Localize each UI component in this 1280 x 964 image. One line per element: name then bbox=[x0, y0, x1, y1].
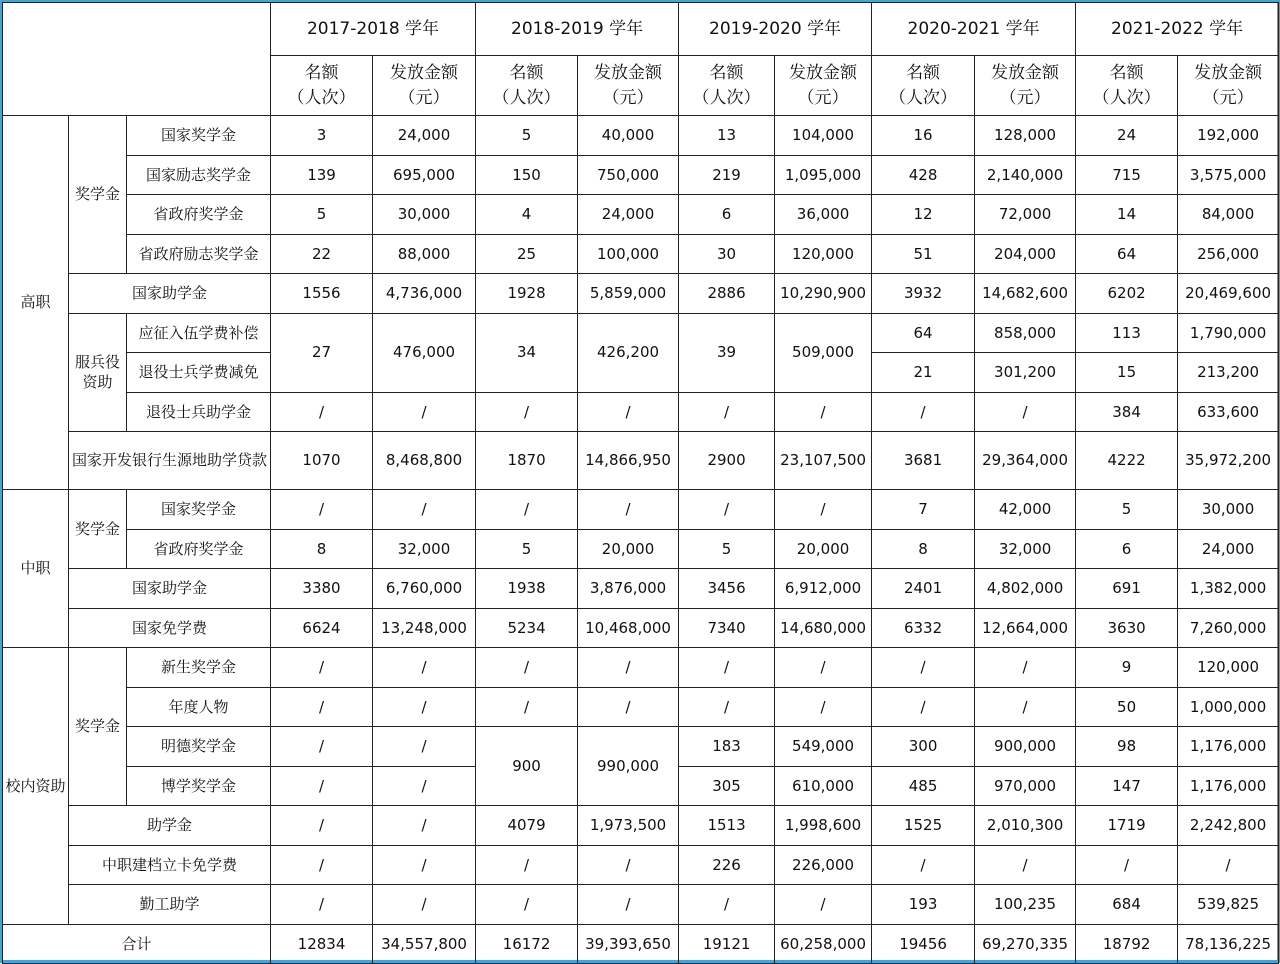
cell-value: 5234 bbox=[476, 608, 578, 648]
cell-value: / bbox=[775, 648, 872, 688]
cell-value: 30 bbox=[679, 234, 775, 274]
cell-value: 428 bbox=[872, 155, 975, 195]
group-label-scholarship: 奖学金 bbox=[69, 490, 127, 569]
cell-value: 14,680,000 bbox=[775, 608, 872, 648]
row-label: 退役士兵助学金 bbox=[127, 392, 271, 432]
cell-value: 900,000 bbox=[975, 727, 1076, 767]
row-label: 助学金 bbox=[69, 806, 271, 846]
total-value: 60,258,000 bbox=[775, 924, 872, 964]
cell-value: / bbox=[476, 490, 578, 530]
row-label: 省政府励志奖学金 bbox=[127, 234, 271, 274]
cell-value: 29,364,000 bbox=[975, 432, 1076, 490]
table-row bbox=[3, 116, 1279, 156]
total-label: 合计 bbox=[3, 924, 271, 964]
cell-value: 3456 bbox=[679, 569, 775, 609]
cell-value: 30,000 bbox=[373, 195, 476, 235]
cell-value: 4,802,000 bbox=[975, 569, 1076, 609]
cell-value: 750,000 bbox=[578, 155, 679, 195]
cell-value: 128,000 bbox=[975, 116, 1076, 156]
cell-value: 1513 bbox=[679, 806, 775, 846]
total-value: 19456 bbox=[872, 924, 975, 964]
cell-value: / bbox=[373, 845, 476, 885]
total-row bbox=[3, 924, 1279, 964]
group-label-scholarship: 奖学金 bbox=[69, 116, 127, 274]
cell-value: / bbox=[872, 687, 975, 727]
header-row-years bbox=[3, 3, 1279, 56]
cell-value: / bbox=[476, 687, 578, 727]
cell-value: 7,260,000 bbox=[1178, 608, 1279, 648]
table-row bbox=[3, 313, 1279, 353]
table-row bbox=[3, 687, 1279, 727]
cell-value: 226,000 bbox=[775, 845, 872, 885]
cell-value: 1938 bbox=[476, 569, 578, 609]
cell-value: 1556 bbox=[271, 274, 373, 314]
cell-value: 100,000 bbox=[578, 234, 679, 274]
cell-value: 42,000 bbox=[975, 490, 1076, 530]
cell-value: 1,998,600 bbox=[775, 806, 872, 846]
cell-value: / bbox=[578, 490, 679, 530]
cell-value: 3380 bbox=[271, 569, 373, 609]
cell-value: 226 bbox=[679, 845, 775, 885]
cell-value: / bbox=[476, 885, 578, 925]
cell-value: 16 bbox=[872, 116, 975, 156]
cell-value: 1525 bbox=[872, 806, 975, 846]
table-row bbox=[3, 432, 1279, 490]
cell-value: / bbox=[476, 845, 578, 885]
table-row bbox=[3, 845, 1279, 885]
cell-value: 1,000,000 bbox=[1178, 687, 1279, 727]
group-label-scholarship: 奖学金 bbox=[69, 648, 127, 806]
cell-value: / bbox=[872, 392, 975, 432]
cell-value: / bbox=[775, 392, 872, 432]
cell-value: 6624 bbox=[271, 608, 373, 648]
cell-value: / bbox=[1076, 845, 1178, 885]
cell-value: 6332 bbox=[872, 608, 975, 648]
cell-value: 2401 bbox=[872, 569, 975, 609]
cell-value: / bbox=[271, 490, 373, 530]
cell-value: 24,000 bbox=[578, 195, 679, 235]
student-aid-table bbox=[2, 2, 1279, 964]
cell-value: / bbox=[578, 687, 679, 727]
cell-value: 14,866,950 bbox=[578, 432, 679, 490]
cell-value: 36,000 bbox=[775, 195, 872, 235]
cell-value: 5,859,000 bbox=[578, 274, 679, 314]
table-row bbox=[3, 727, 1279, 767]
cell-value: 485 bbox=[872, 766, 975, 806]
cell-value: 305 bbox=[679, 766, 775, 806]
cell-value: / bbox=[975, 687, 1076, 727]
cell-value: / bbox=[679, 885, 775, 925]
cell-value: / bbox=[271, 885, 373, 925]
total-value: 34,557,800 bbox=[373, 924, 476, 964]
row-label: 中职建档立卡免学费 bbox=[69, 845, 271, 885]
cell-value: 1,176,000 bbox=[1178, 727, 1279, 767]
cell-value: 113 bbox=[1076, 313, 1178, 353]
cell-value: / bbox=[271, 845, 373, 885]
table-row bbox=[3, 392, 1279, 432]
cell-value: 2,242,800 bbox=[1178, 806, 1279, 846]
cell-value: / bbox=[271, 806, 373, 846]
cell-value: / bbox=[373, 766, 476, 806]
cell-value: 7340 bbox=[679, 608, 775, 648]
year-header: 2020-2021 学年 bbox=[872, 3, 1076, 56]
cell-value: 633,600 bbox=[1178, 392, 1279, 432]
cell-value: 3932 bbox=[872, 274, 975, 314]
row-label: 国家开发银行生源地助学贷款 bbox=[69, 432, 271, 490]
cell-value: 695,000 bbox=[373, 155, 476, 195]
cell-value: 1,095,000 bbox=[775, 155, 872, 195]
row-label: 国家助学金 bbox=[69, 569, 271, 609]
cell-value: 10,468,000 bbox=[578, 608, 679, 648]
cell-value: 2900 bbox=[679, 432, 775, 490]
cell-value: / bbox=[578, 392, 679, 432]
cell-value: 1,382,000 bbox=[1178, 569, 1279, 609]
cell-value: 1,973,500 bbox=[578, 806, 679, 846]
cell-value: 4,736,000 bbox=[373, 274, 476, 314]
cell-value: 6,912,000 bbox=[775, 569, 872, 609]
cell-value: / bbox=[975, 392, 1076, 432]
merged-cell-value: 34 bbox=[476, 313, 578, 392]
count-column-header: 名额 （人次） bbox=[476, 56, 578, 116]
cell-value: 549,000 bbox=[775, 727, 872, 767]
row-label: 国家助学金 bbox=[69, 274, 271, 314]
cell-value: 13 bbox=[679, 116, 775, 156]
cell-value: 12,664,000 bbox=[975, 608, 1076, 648]
cell-value: / bbox=[373, 648, 476, 688]
year-header: 2018-2019 学年 bbox=[476, 3, 679, 56]
total-value: 12834 bbox=[271, 924, 373, 964]
amount-column-header: 发放金额 （元） bbox=[975, 56, 1076, 116]
cell-value: / bbox=[679, 648, 775, 688]
cell-value: 2,010,300 bbox=[975, 806, 1076, 846]
total-value: 69,270,335 bbox=[975, 924, 1076, 964]
cell-value: 256,000 bbox=[1178, 234, 1279, 274]
cell-value: 610,000 bbox=[775, 766, 872, 806]
cell-value: 192,000 bbox=[1178, 116, 1279, 156]
cell-value: / bbox=[872, 648, 975, 688]
cell-value: 64 bbox=[872, 313, 975, 353]
cell-value: 1928 bbox=[476, 274, 578, 314]
cell-value: 9 bbox=[1076, 648, 1178, 688]
cell-value: 32,000 bbox=[373, 529, 476, 569]
table-row bbox=[3, 806, 1279, 846]
cell-value: / bbox=[476, 648, 578, 688]
cell-value: / bbox=[775, 687, 872, 727]
row-label: 省政府奖学金 bbox=[127, 529, 271, 569]
cell-value: 21 bbox=[872, 353, 975, 393]
cell-value: 3,876,000 bbox=[578, 569, 679, 609]
cell-value: 72,000 bbox=[975, 195, 1076, 235]
cell-value: 120,000 bbox=[775, 234, 872, 274]
merged-cell-value: 476,000 bbox=[373, 313, 476, 392]
cell-value: 684 bbox=[1076, 885, 1178, 925]
cell-value: 35,972,200 bbox=[1178, 432, 1279, 490]
cell-value: / bbox=[271, 648, 373, 688]
section-label-xiaonei: 校内资助 bbox=[3, 648, 69, 925]
row-label: 国家免学费 bbox=[69, 608, 271, 648]
total-value: 39,393,650 bbox=[578, 924, 679, 964]
total-value: 19121 bbox=[679, 924, 775, 964]
cell-value: 2886 bbox=[679, 274, 775, 314]
cell-value: 5 bbox=[679, 529, 775, 569]
cell-value: 30,000 bbox=[1178, 490, 1279, 530]
cell-value: 213,200 bbox=[1178, 353, 1279, 393]
merged-cell-value: 900 bbox=[476, 727, 578, 806]
count-column-header: 名额 （人次） bbox=[679, 56, 775, 116]
cell-value: 12 bbox=[872, 195, 975, 235]
table-row bbox=[3, 490, 1279, 530]
section-label-zhongzhi: 中职 bbox=[3, 490, 69, 648]
cell-value: / bbox=[1178, 845, 1279, 885]
cell-value: 1719 bbox=[1076, 806, 1178, 846]
row-label: 国家励志奖学金 bbox=[127, 155, 271, 195]
cell-value: 147 bbox=[1076, 766, 1178, 806]
cell-value: 22 bbox=[271, 234, 373, 274]
cell-value: 15 bbox=[1076, 353, 1178, 393]
merged-cell-value: 990,000 bbox=[578, 727, 679, 806]
cell-value: 5 bbox=[271, 195, 373, 235]
count-column-header: 名额 （人次） bbox=[1076, 56, 1178, 116]
cell-value: 2,140,000 bbox=[975, 155, 1076, 195]
row-label: 年度人物 bbox=[127, 687, 271, 727]
cell-value: 100,235 bbox=[975, 885, 1076, 925]
amount-column-header: 发放金额 （元） bbox=[1178, 56, 1279, 116]
cell-value: 24,000 bbox=[373, 116, 476, 156]
row-label: 勤工助学 bbox=[69, 885, 271, 925]
cell-value: / bbox=[271, 392, 373, 432]
cell-value: / bbox=[373, 727, 476, 767]
cell-value: 84,000 bbox=[1178, 195, 1279, 235]
cell-value: 50 bbox=[1076, 687, 1178, 727]
cell-value: 88,000 bbox=[373, 234, 476, 274]
cell-value: 5 bbox=[1076, 490, 1178, 530]
cell-value: 20,000 bbox=[775, 529, 872, 569]
cell-value: 14,682,600 bbox=[975, 274, 1076, 314]
cell-value: 104,000 bbox=[775, 116, 872, 156]
cell-value: 6,760,000 bbox=[373, 569, 476, 609]
cell-value: 25 bbox=[476, 234, 578, 274]
cell-value: / bbox=[679, 490, 775, 530]
cell-value: / bbox=[373, 490, 476, 530]
table-row bbox=[3, 274, 1279, 314]
cell-value: / bbox=[373, 806, 476, 846]
cell-value: 193 bbox=[872, 885, 975, 925]
cell-value: 715 bbox=[1076, 155, 1178, 195]
cell-value: / bbox=[373, 392, 476, 432]
cell-value: 6 bbox=[1076, 529, 1178, 569]
cell-value: 3681 bbox=[872, 432, 975, 490]
cell-value: / bbox=[271, 766, 373, 806]
total-value: 18792 bbox=[1076, 924, 1178, 964]
section-label-gaozhi: 高职 bbox=[3, 116, 69, 490]
merged-cell-value: 39 bbox=[679, 313, 775, 392]
table-row bbox=[3, 569, 1279, 609]
cell-value: / bbox=[775, 490, 872, 530]
count-column-header: 名额 （人次） bbox=[872, 56, 975, 116]
total-value: 78,136,225 bbox=[1178, 924, 1279, 964]
amount-column-header: 发放金额 （元） bbox=[373, 56, 476, 116]
cell-value: / bbox=[578, 845, 679, 885]
cell-value: 24 bbox=[1076, 116, 1178, 156]
cell-value: 98 bbox=[1076, 727, 1178, 767]
cell-value: 5 bbox=[476, 116, 578, 156]
cell-value: 4079 bbox=[476, 806, 578, 846]
cell-value: 8 bbox=[271, 529, 373, 569]
table-row bbox=[3, 155, 1279, 195]
cell-value: 6202 bbox=[1076, 274, 1178, 314]
cell-value: 8,468,800 bbox=[373, 432, 476, 490]
cell-value: 183 bbox=[679, 727, 775, 767]
total-value: 16172 bbox=[476, 924, 578, 964]
cell-value: 20,000 bbox=[578, 529, 679, 569]
cell-value: / bbox=[271, 687, 373, 727]
row-label: 省政府奖学金 bbox=[127, 195, 271, 235]
cell-value: / bbox=[373, 885, 476, 925]
count-column-header: 名额 （人次） bbox=[271, 56, 373, 116]
cell-value: 14 bbox=[1076, 195, 1178, 235]
cell-value: 10,290,900 bbox=[775, 274, 872, 314]
cell-value: 40,000 bbox=[578, 116, 679, 156]
cell-value: 23,107,500 bbox=[775, 432, 872, 490]
table-row bbox=[3, 529, 1279, 569]
cell-value: 51 bbox=[872, 234, 975, 274]
row-label: 国家奖学金 bbox=[127, 116, 271, 156]
amount-column-header: 发放金额 （元） bbox=[578, 56, 679, 116]
cell-value: / bbox=[975, 648, 1076, 688]
cell-value: 20,469,600 bbox=[1178, 274, 1279, 314]
table-row bbox=[3, 648, 1279, 688]
cell-value: 301,200 bbox=[975, 353, 1076, 393]
table-row bbox=[3, 234, 1279, 274]
cell-value: 24,000 bbox=[1178, 529, 1279, 569]
header-corner-cell bbox=[3, 3, 271, 116]
cell-value: 3 bbox=[271, 116, 373, 156]
cell-value: / bbox=[578, 885, 679, 925]
cell-value: 32,000 bbox=[975, 529, 1076, 569]
cell-value: 1,790,000 bbox=[1178, 313, 1279, 353]
row-label: 国家奖学金 bbox=[127, 490, 271, 530]
cell-value: / bbox=[872, 845, 975, 885]
cell-value: / bbox=[975, 845, 1076, 885]
cell-value: / bbox=[679, 392, 775, 432]
table-row bbox=[3, 608, 1279, 648]
cell-value: 4 bbox=[476, 195, 578, 235]
cell-value: 3,575,000 bbox=[1178, 155, 1279, 195]
cell-value: 1,176,000 bbox=[1178, 766, 1279, 806]
cell-value: 384 bbox=[1076, 392, 1178, 432]
cell-value: 139 bbox=[271, 155, 373, 195]
cell-value: 150 bbox=[476, 155, 578, 195]
cell-value: 1070 bbox=[271, 432, 373, 490]
cell-value: 7 bbox=[872, 490, 975, 530]
row-label: 明德奖学金 bbox=[127, 727, 271, 767]
cell-value: / bbox=[679, 687, 775, 727]
cell-value: 300 bbox=[872, 727, 975, 767]
table-row bbox=[3, 195, 1279, 235]
cell-value: / bbox=[476, 392, 578, 432]
cell-value: 120,000 bbox=[1178, 648, 1279, 688]
cell-value: / bbox=[578, 648, 679, 688]
merged-cell-value: 509,000 bbox=[775, 313, 872, 392]
merged-cell-value: 426,200 bbox=[578, 313, 679, 392]
cell-value: 4222 bbox=[1076, 432, 1178, 490]
cell-value: 8 bbox=[872, 529, 975, 569]
cell-value: 1870 bbox=[476, 432, 578, 490]
row-label: 应征入伍学费补偿 bbox=[127, 313, 271, 353]
cell-value: 858,000 bbox=[975, 313, 1076, 353]
year-header: 2017-2018 学年 bbox=[271, 3, 476, 56]
cell-value: / bbox=[373, 687, 476, 727]
cell-value: 3630 bbox=[1076, 608, 1178, 648]
cell-value: 5 bbox=[476, 529, 578, 569]
row-label: 新生奖学金 bbox=[127, 648, 271, 688]
cell-value: 970,000 bbox=[975, 766, 1076, 806]
cell-value: 539,825 bbox=[1178, 885, 1279, 925]
cell-value: 6 bbox=[679, 195, 775, 235]
cell-value: 204,000 bbox=[975, 234, 1076, 274]
row-label: 退役士兵学费减免 bbox=[127, 353, 271, 393]
group-label-military: 服兵役 资助 bbox=[69, 313, 127, 432]
cell-value: / bbox=[775, 885, 872, 925]
cell-value: / bbox=[271, 727, 373, 767]
cell-value: 691 bbox=[1076, 569, 1178, 609]
cell-value: 13,248,000 bbox=[373, 608, 476, 648]
year-header: 2019-2020 学年 bbox=[679, 3, 872, 56]
row-label: 博学奖学金 bbox=[127, 766, 271, 806]
cell-value: 64 bbox=[1076, 234, 1178, 274]
cell-value: 219 bbox=[679, 155, 775, 195]
year-header: 2021-2022 学年 bbox=[1076, 3, 1279, 56]
table-row bbox=[3, 885, 1279, 925]
amount-column-header: 发放金额 （元） bbox=[775, 56, 872, 116]
merged-cell-value: 27 bbox=[271, 313, 373, 392]
